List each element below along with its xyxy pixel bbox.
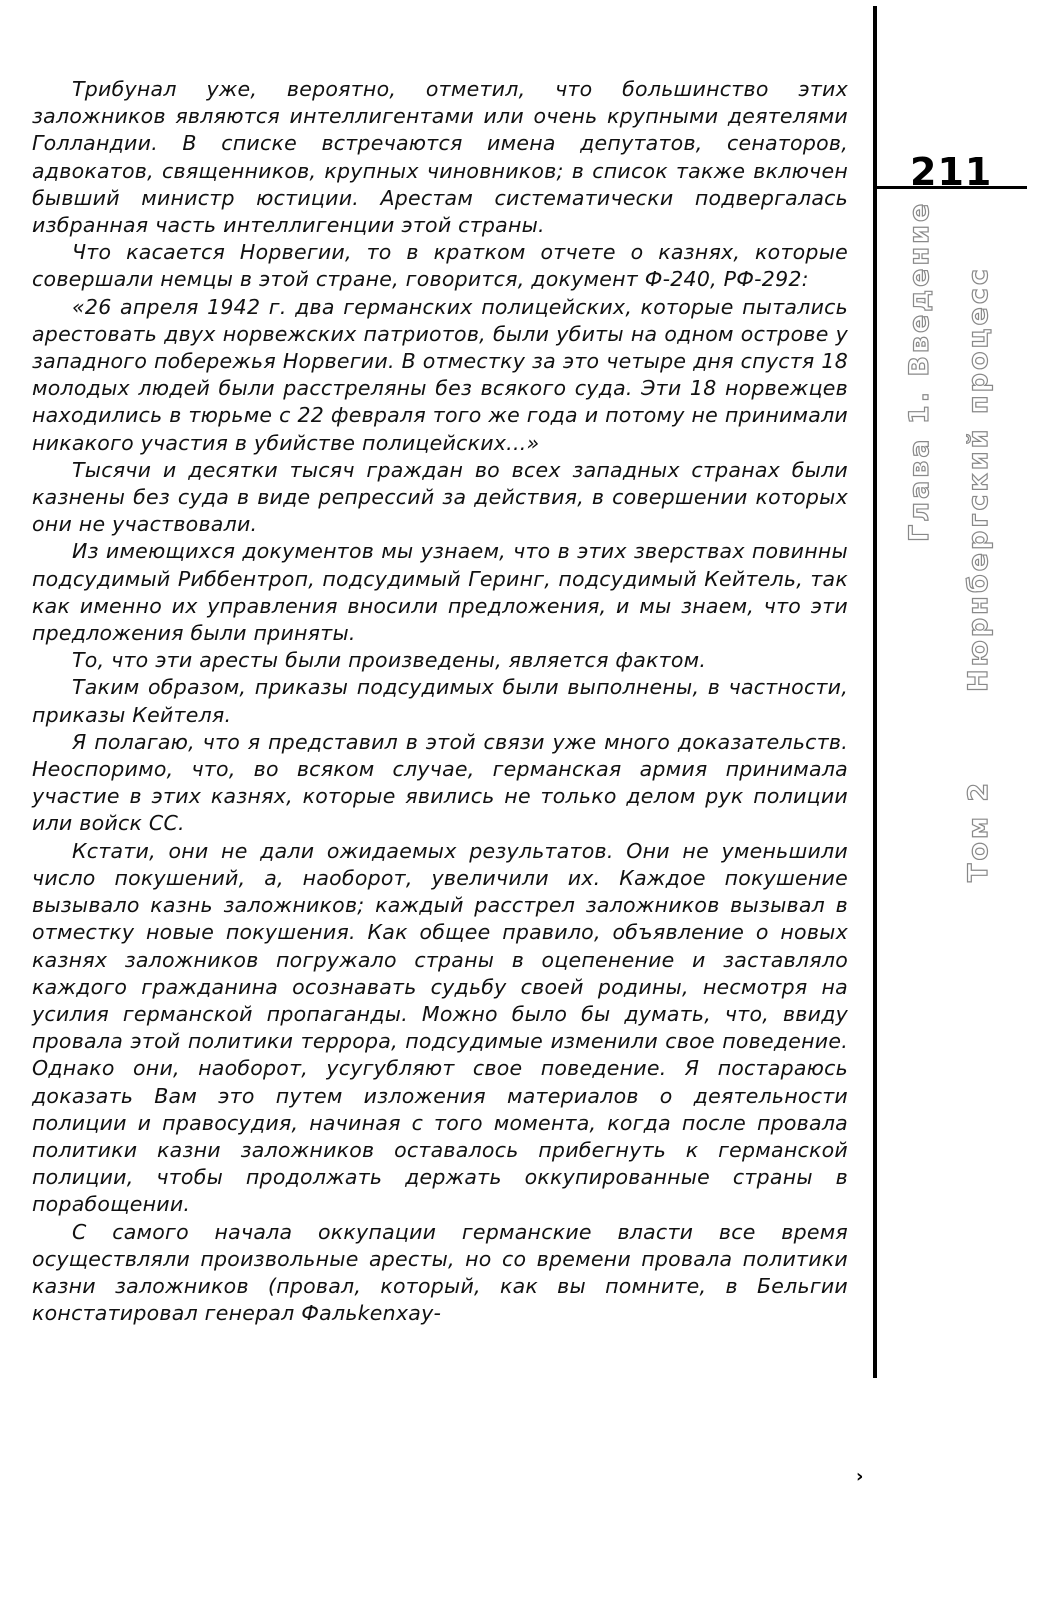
running-title-chapter: Глава 1. Введение: [904, 200, 935, 542]
paragraph-7: Таким образом, приказы подсудимых были выполнены, в частности, приказы Кейтеля.: [32, 675, 848, 727]
paragraph-1: Трибунал уже, вероятно, отметил, что большинство этих заложников являются интеллигентами или очень крупными деятелями Голландии. В списке встречаются имена депутатов, сенаторов, адвокатов, священников, крупных чиновников; в список также включен бывший министр юстиции. Арестам систематически подвергалась избранная часть интеллигенции этой страны.: [32, 77, 848, 238]
paragraph-5: Из имеющихся документов мы узнаем, что в этих зверствах повинны подсудимый Риббентроп, подсудимый Геринг, подсудимый Кейтель, так как именно их управления вносили предложения, и мы знаем, что эти предложения были приняты.: [32, 539, 848, 646]
body-text: [32, 76, 848, 1327]
paragraph-4: Тысячи и десятки тысяч граждан во всех западных странах были казнены без суда в виде репрессий за действия, в совершении которых они не участвовали.: [32, 457, 848, 537]
paragraph-6: То, что эти аресты были произведены, является фактом.: [72, 648, 707, 673]
margin-mark: ›: [856, 1466, 864, 1487]
running-title-book: Нюрнбергский процесс: [963, 266, 994, 692]
paragraph-9: Кстати, они не дали ожидаемых результатов. Они не уменьшили число покушений, а, наоборот, увеличили их. Каждое покушение вызывало казнь заложников; каждый расстрел заложников вызывал в отместку новые покушения. Как общее правило, объявление о новых казнях заложников погружало страны в оцепенение и заставляло каждого гражданина осознавать судьбу своей родины, несмотря на усилия германской пропаганды. Можно было бы думать, что, ввиду провала этой политики террора, подсудимые изменили свое поведение. Однако они, наоборот, усугубляют свое поведение. Я постараюсь доказать Вам это путем изложения материалов о деятельности полиции и правосудия, начиная с того момента, когда после провала политики казни заложников оставалось прибегнуть к германской полиции, чтобы продолжать держать оккупированные страны в порабощении.: [32, 838, 848, 1217]
paragraph-3-quote: «26 апреля 1942 г. два германских полицейских, которые пытались арестовать двух норвежских патриотов, были убиты на одном острове у западного побережья Норвегии. В отместку за это четыре дня спустя 18 молодых людей были расстреляны без всякого суда. Эти 18 норвежцев находились в тюрьме с 22 февраля того же года и потому не принимали никакого участия в убийстве полицейских...»: [32, 294, 848, 455]
paragraph-10: С самого начала оккупации германские власти все время осуществляли произвольные аресты, но со времени провала политики казни заложников (провал, который, как вы помните, в Бельгии констатировал генерал Фальkenхау-: [32, 1219, 848, 1326]
page-number: 211: [910, 150, 993, 194]
vertical-rule: [873, 6, 877, 1378]
paragraph-8: Я полагаю, что я представил в этой связи уже много доказательств. Неоспоримо, что, во всяком случае, германская армия принимала участие в этих казнях, которые явились не только делом рук полиции или войск СС.: [32, 729, 848, 836]
running-title-volume: Том 2: [963, 779, 994, 882]
paragraph-2: Что касается Норвегии, то в кратком отчете о казнях, которые совершали немцы в этой стране, говорится, документ Ф-240, РФ-292:: [32, 240, 848, 292]
